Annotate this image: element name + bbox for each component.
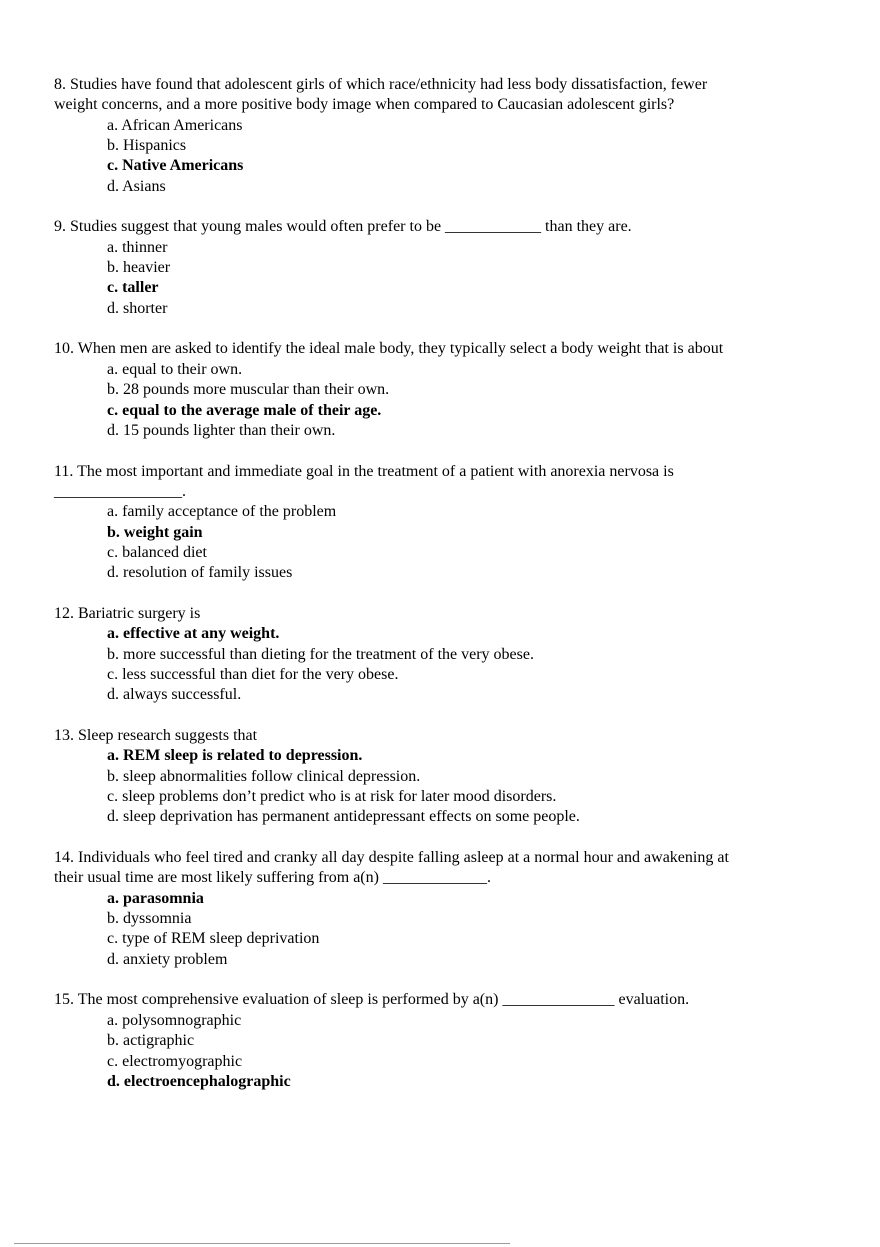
- answer-option: a. thinner: [107, 238, 168, 256]
- question-stem: 10. When men are asked to identify the ideal male body, they typically select a body weight that is about: [54, 340, 724, 358]
- question-stem: 11. The most important and immediate goal in the treatment of a patient with anorexia nervosa is: [54, 462, 674, 480]
- answer-option: b. actigraphic: [107, 1032, 195, 1050]
- answer-option-correct: a. effective at any weight.: [107, 625, 280, 643]
- answer-option: c. type of REM sleep deprivation: [107, 930, 320, 948]
- spacer: [54, 319, 844, 339]
- question-block: [54, 339, 844, 441]
- spacer: [54, 706, 844, 726]
- answer-option: c. sleep problems don’t predict who is at risk for later mood disorders.: [107, 788, 557, 806]
- answer-option: b. more successful than dieting for the treatment of the very obese.: [107, 645, 534, 663]
- answer-option-correct: c. taller: [107, 279, 159, 297]
- question-block: [54, 604, 844, 706]
- answer-option: b. sleep abnormalities follow clinical depression.: [107, 767, 421, 785]
- spacer: [54, 441, 844, 461]
- answer-option: d. 15 pounds lighter than their own.: [107, 421, 336, 439]
- answer-option: a. polysomnographic: [107, 1011, 242, 1029]
- answer-option: d. anxiety problem: [107, 950, 228, 968]
- question-stem: 14. Individuals who feel tired and cranky all day despite falling asleep at a normal hour and awakening at: [54, 849, 729, 867]
- answer-option: b. dyssomnia: [107, 910, 192, 928]
- spacer: [54, 197, 844, 217]
- question-stem: 9. Studies suggest that young males would often prefer to be ____________ than they are.: [54, 218, 632, 236]
- question-stem: 13. Sleep research suggests that: [54, 727, 258, 744]
- spacer: [54, 584, 844, 604]
- answer-option: c. balanced diet: [107, 543, 207, 561]
- answer-option: a. African Americans: [107, 116, 243, 134]
- spacer: [54, 970, 844, 990]
- question-stem: 15. The most comprehensive evaluation of sleep is performed by a(n) ______________ evaluation.: [54, 991, 690, 1009]
- question-stem: ________________.: [54, 482, 186, 500]
- question-stem: 12. Bariatric surgery is: [54, 604, 201, 622]
- answer-option-correct: a. parasomnia: [107, 889, 204, 907]
- question-block: [54, 848, 844, 970]
- question-stem: weight concerns, and a more positive body image when compared to Caucasian adolescent girls?: [54, 96, 675, 114]
- answer-option-correct: c. equal to the average male of their age.: [107, 401, 382, 419]
- question-stem: 8. Studies have found that adolescent girls of which race/ethnicity had less body dissatisfaction, fewer: [54, 76, 708, 93]
- question-list: [54, 75, 844, 1092]
- answer-option: b. Hispanics: [107, 137, 187, 155]
- question-block: [54, 726, 844, 828]
- question-block: [54, 462, 844, 584]
- question-stem: their usual time are most likely suffering from a(n) _____________.: [54, 869, 491, 887]
- answer-option-correct: b. weight gain: [107, 523, 203, 541]
- spacer: [54, 828, 844, 848]
- answer-option-correct: c. Native Americans: [107, 157, 244, 175]
- question-block: [54, 75, 844, 197]
- answer-option: d. sleep deprivation has permanent antidepressant effects on some people.: [107, 808, 580, 826]
- answer-option: d. Asians: [107, 177, 166, 195]
- question-block: [54, 990, 844, 1092]
- answer-option: a. family acceptance of the problem: [107, 503, 337, 521]
- answer-option: b. 28 pounds more muscular than their own.: [107, 381, 390, 399]
- answer-option: a. equal to their own.: [107, 360, 243, 378]
- answer-option: d. resolution of family issues: [107, 564, 293, 582]
- answer-option-correct: a. REM sleep is related to depression.: [107, 747, 363, 765]
- footer-divider: [14, 1243, 510, 1244]
- answer-option: c. electromyographic: [107, 1052, 243, 1070]
- answer-option-correct: d. electroencephalographic: [107, 1072, 291, 1090]
- answer-option: b. heavier: [107, 259, 171, 277]
- question-block: [54, 217, 844, 319]
- answer-option: d. shorter: [107, 299, 168, 317]
- answer-option: d. always successful.: [107, 686, 242, 704]
- answer-option: c. less successful than diet for the very obese.: [107, 665, 399, 683]
